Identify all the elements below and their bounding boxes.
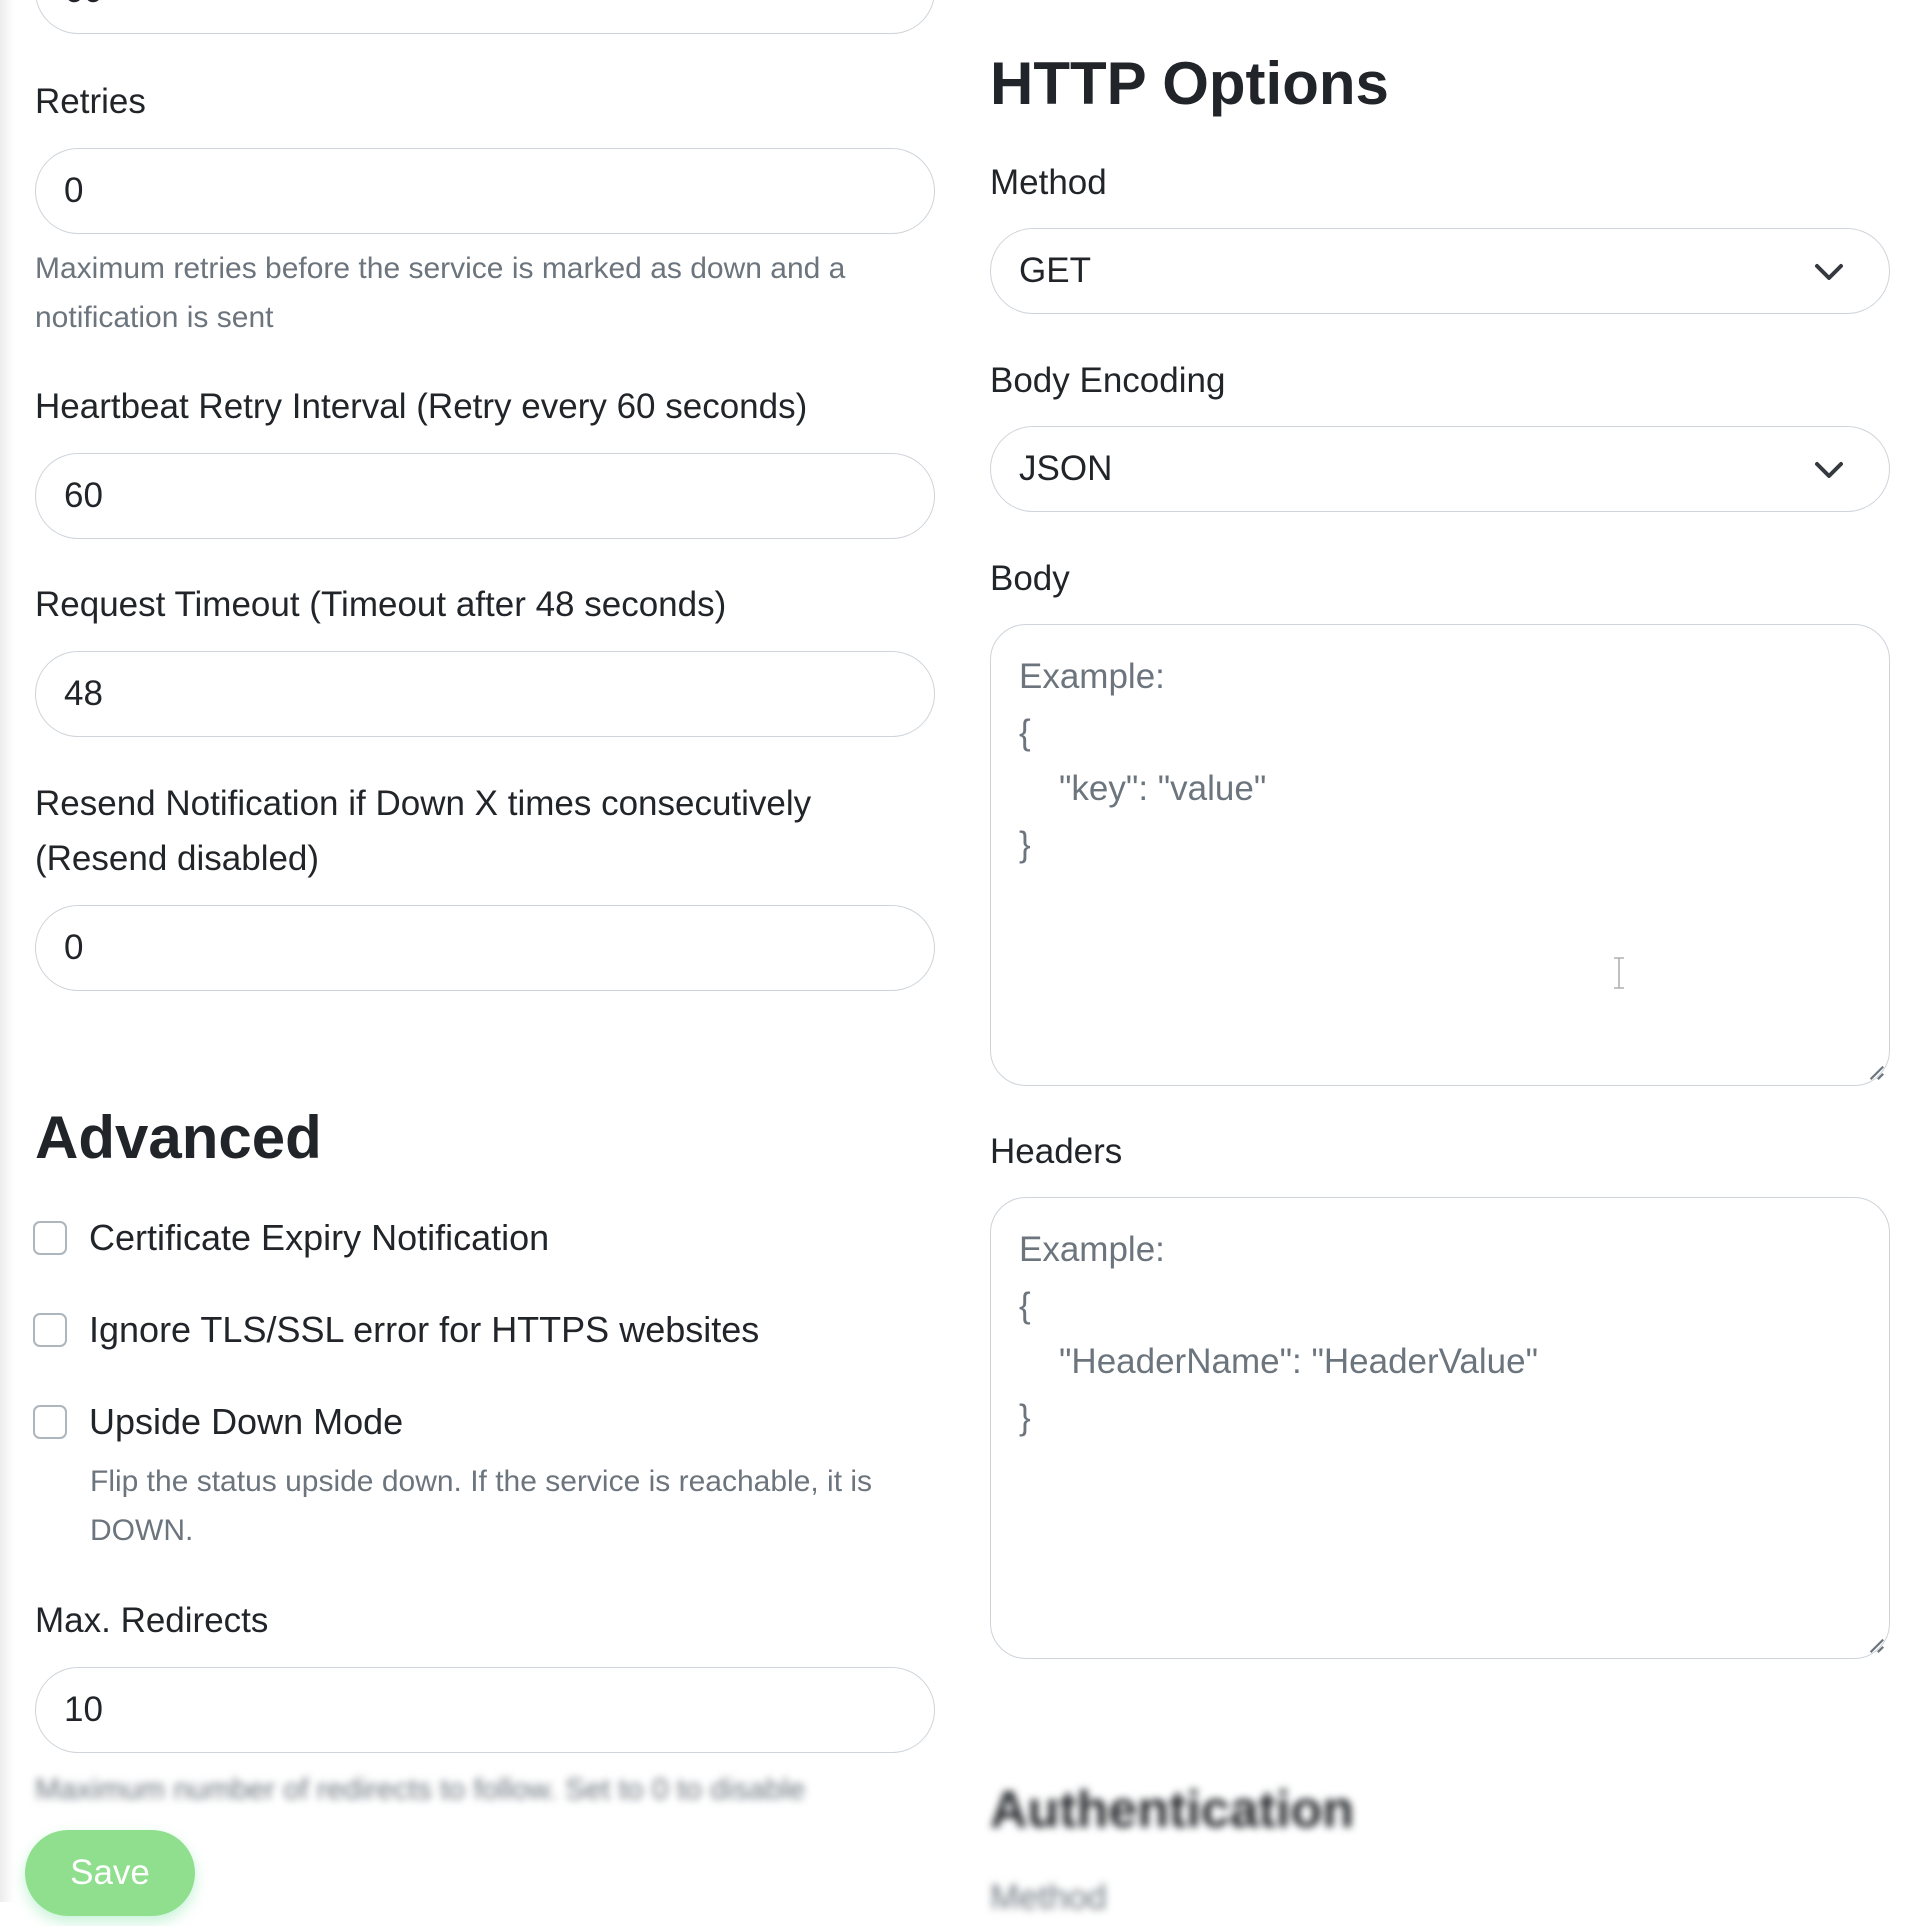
upside-down-row[interactable] [33,1394,403,1450]
max-redirects-input[interactable] [35,1667,935,1753]
ignore-tls-row[interactable] [33,1302,759,1358]
request-timeout-label: Request Timeout (Timeout after 48 seconds) [35,585,727,624]
chevron-down-icon [1813,454,1845,486]
text-cursor-icon [1612,957,1626,989]
method-select-value: GET [1019,251,1091,290]
body-encoding-select-value: JSON [1019,449,1113,488]
authentication-method-label: Method [990,1878,1107,1917]
cert-expiry-row[interactable] [33,1210,549,1266]
body-placeholder-line: { [1019,713,1031,752]
headers-placeholder-line: Example: [1019,1230,1165,1269]
page-edge-shadow [0,0,14,1902]
resize-handle-icon[interactable] [1867,1063,1885,1081]
upside-down-help-text: Flip the status upside down. If the service is reachable, it is DOWN. [90,1465,873,1547]
http-options-heading: HTTP Options [990,50,1389,117]
resend-label-line2: (Resend disabled) [35,839,320,878]
retries-label: Retries [35,82,146,121]
body-placeholder-line: } [1019,825,1031,864]
body-placeholder-line: Example: [1019,657,1165,696]
retries-help-text: Maximum retries before the service is marked as down and a notification is sent [35,252,846,334]
ignore-tls-checkbox[interactable] [33,1313,67,1347]
upside-down-label[interactable]: Upside Down Mode [89,1401,404,1442]
advanced-heading: Advanced [35,1104,322,1171]
retry-interval-input[interactable] [35,453,935,539]
ignore-tls-label[interactable]: Ignore TLS/SSL error for HTTPS websites [89,1309,760,1350]
upside-down-checkbox[interactable] [33,1405,67,1439]
headers-placeholder-line: } [1019,1398,1031,1437]
chevron-down-icon [1813,256,1845,288]
body-encoding-label: Body Encoding [990,361,1226,400]
retries-input[interactable] [35,148,935,234]
retry-interval-label: Heartbeat Retry Interval (Retry every 60 seconds) [35,387,808,426]
body-placeholder-line: "key": "value" [1059,769,1267,808]
resize-handle-icon[interactable] [1867,1636,1885,1654]
cert-expiry-label[interactable]: Certificate Expiry Notification [89,1217,550,1258]
body-encoding-select[interactable] [990,426,1890,512]
authentication-heading: Authentication [990,1781,1354,1839]
cert-expiry-checkbox[interactable] [33,1221,67,1255]
max-redirects-label: Max. Redirects [35,1601,269,1640]
method-select[interactable] [990,228,1890,314]
request-timeout-input[interactable] [35,651,935,737]
body-label: Body [990,559,1070,598]
headers-label: Headers [990,1132,1123,1171]
save-button[interactable]: Save [25,1830,195,1916]
method-label: Method [990,163,1107,202]
headers-textarea[interactable] [990,1197,1890,1659]
max-redirects-help-text: Maximum number of redirects to follow. Set to 0 to disable [35,1773,806,1806]
resend-input[interactable] [35,905,935,991]
headers-placeholder-line: { [1019,1286,1031,1325]
interval-input[interactable] [35,0,935,34]
body-textarea[interactable] [990,624,1890,1086]
headers-placeholder-line: "HeaderName": "HeaderValue" [1059,1342,1539,1381]
resend-label-line1: Resend Notification if Down X times consecutively [35,784,812,823]
